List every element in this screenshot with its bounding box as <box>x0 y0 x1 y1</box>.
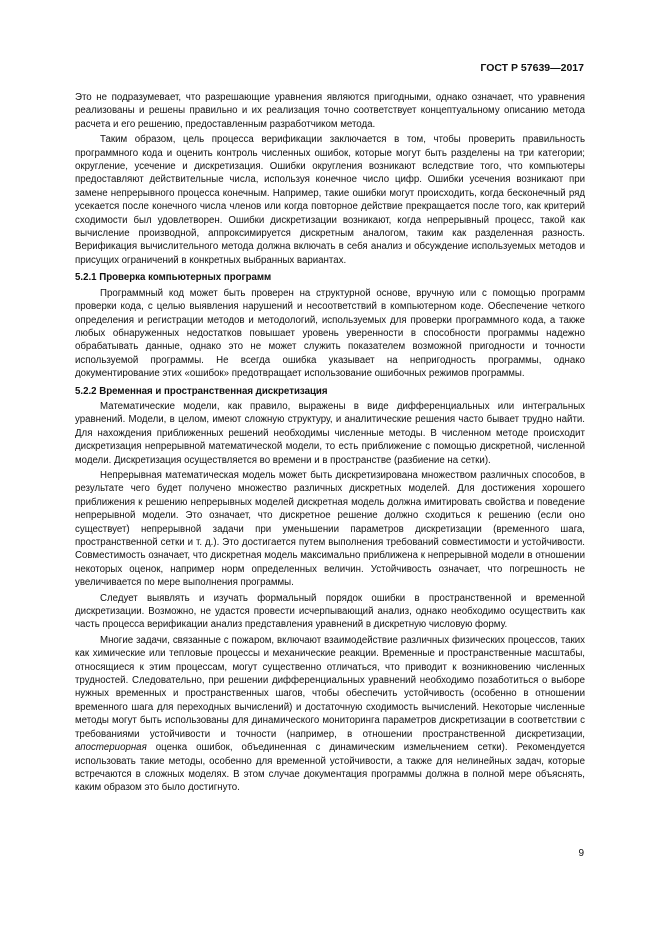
paragraph: Это не подразумевает, что разрешающие уравнения являются пригодными, однако означает, что уравнения реализованы и решены правильно и их реализация точно соответствует концептуальному описанию метода расчета и его решению, предоставленным разработчиком метода. <box>75 92 585 130</box>
paragraph-text: Многие задачи, связанные с пожаром, включают взаимодействие различных физических процессов, таких как химические или тепловые процессы и механические реакции. Временные и пространственные масштабы, относящиеся к этим процессам, могут существенно отличаться, что приводит к возникновению численных трудностей. Следовательно, при решении дифференциальных уравнений необходимо позаботиться о выборе нужных временных и пространственных шагов, чтобы обеспечить устойчивость (особенно в отношении временного шага для переходных вычислений) и достаточную сходимость вычислений. Некоторые численные методы могут быть использованы для динамического мониторинга параметров дискретизации в соответствии с требованиями устойчивости и точности (например, в отношении пространственной дискретизации, <box>75 634 585 740</box>
page-content <box>75 91 585 797</box>
paragraph: Непрерывная математическая модель может быть дискретизирована множеством различных способов, в результате чего будет получено множество различных дискретных моделей. Для достижения хорошего приближения к решению непрерывных моделей дискретная модель должна имитировать свойства и поведение непрерывной модели. Это означает, что дискретное решение должно сходиться к решению (если оно существует) непрерывной задачи при уменьшении параметров дискретизации (временного шага, пространственной сетки и т. д.). Это достигается путем выполнения требований совместимости и устойчивости. Совместимость означает, что дискретная модель максимально приближена к непрерывной модели в отношении некоторых оценок, например норм определенных величин. Устойчивость означает, что погрешность не увеличивается по мере выполнения программы. <box>75 469 585 589</box>
italic-term: апостериорная <box>75 742 147 754</box>
paragraph: Таким образом, цель процесса верификации заключается в том, чтобы проверить правильность программного кода и оценить контроль численных ошибок, которые могут быть разделены на три категории; округление, усечение и дискретизация. Ошибки округления возникают вследствие того, что компьютеры предоставляют действительные числа, используя конечное число цифр. Ошибки усечения возникают при замене непрерывного процесса конечным. Например, такие ошибки могут происходить, когда бесконечный ряд усекается после конечного числа членов или когда повторное действие прекращается после того, как критерий сходимости был удовлетворен. Ошибки дискретизации возникают, когда непрерывный процесс, такой как вычисление производной, аппроксимируется дискретным аналогом, таким как разделенная разность. Верификация вычислительного метода должна включать в себя анализ и обсуждение используемых методов и присущих ограничений в конкретных выбранных вариантах. <box>75 134 585 266</box>
section-heading-5-2-1: 5.2.1 Проверка компьютерных программ <box>75 272 272 284</box>
section-heading-5-2-2: 5.2.2 Временная и пространственная дискретизация <box>75 385 328 397</box>
paragraph: Программный код может быть проверен на структурной основе, вручную или с помощью программ проверки кода, с целью выявления нарушений и несоответствий в компьютерном коде. Обеспечение четкого определения и регистрации методов и методологий, используемых для проверки программного кода, а также любых обнаруженных недостатков повышает уровень уверенности в способности программы надежно обрабатывать данные, однако это не может служить показателем возможной пригодности и точности используемой программы. Не всегда ошибка указывает на непригодность программы, однако документирование этих «ошибок» предотвращает использование ошибочных режимов программы. <box>75 287 585 380</box>
paragraph-text: оценка ошибок, объединенная с динамическим измельчением сетки). Рекомендуется использовать такие методы, особенно для временной устойчивости, а также для нелинейных задач, которые встречаются в сложных моделях. В этом случае документация программы должна в полной мере объяснять, каким образом это было достигнуто. <box>75 742 585 794</box>
paragraph: Следует выявлять и изучать формальный порядок ошибки в пространственной и временной дискретизации. Возможно, не удастся провести исчерпывающий анализ, однако необходимо осуществить как часть процесса верификации анализ представления уравнений в дискретную числовую форму. <box>75 592 585 631</box>
standard-code: ГОСТ Р 57639—2017 <box>480 62 584 74</box>
paragraph <box>75 634 585 795</box>
page-number: 9 <box>578 848 584 859</box>
paragraph: Математические модели, как правило, выражены в виде дифференциальных или интегральных уравнений. Модели, в целом, имеют сложную структуру, и аналитические решения часто бывает трудно найти. Для нахождения приближенных решений необходимы численные методы. В численном методе происходит дискретизация непрерывной математической модели, то есть приближение с помощью дискретной, численной модели. Дискретизация осуществляется во времени и в пространстве (разбиение на сетки). <box>75 400 585 466</box>
